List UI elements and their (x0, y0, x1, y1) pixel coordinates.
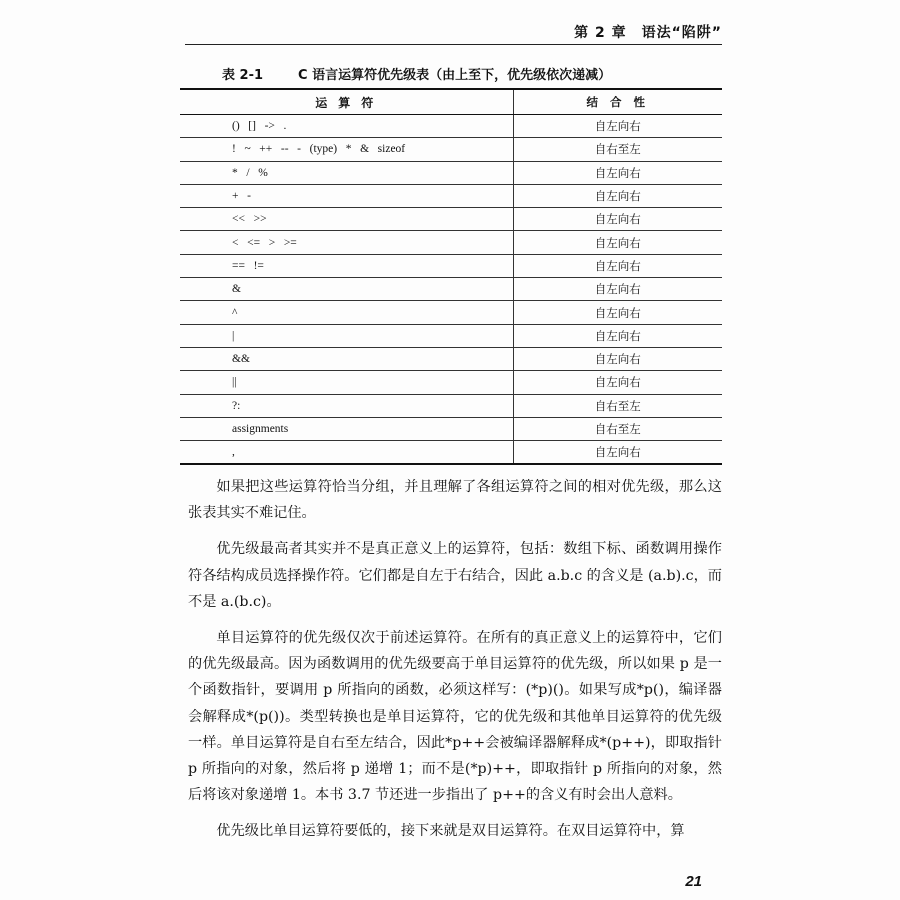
associativity-cell: 自左向右 (513, 371, 722, 394)
operator-cell: == != (180, 254, 513, 277)
table-header-row (180, 89, 722, 115)
table-row (180, 371, 722, 394)
associativity-cell: 自左向右 (513, 184, 722, 207)
table-number: 表 2-1 (222, 68, 264, 83)
operator-cell: << >> (180, 208, 513, 231)
table-row (180, 161, 722, 184)
associativity-cell: 自左向右 (513, 231, 722, 254)
associativity-cell: 自左向右 (513, 324, 722, 347)
operator-cell: + - (180, 184, 513, 207)
paragraph-binary-operators: 优先级比单目运算符要低的，接下来就是双目运算符。在双目运算符中，算 (216, 823, 685, 840)
table-row (180, 324, 722, 347)
table-row (180, 394, 722, 417)
body-text (188, 474, 722, 855)
table-row (180, 441, 722, 465)
associativity-cell: 自右至左 (513, 138, 722, 161)
operator-cell: & (180, 278, 513, 301)
precedence-table (180, 88, 722, 465)
operator-cell: ^ (180, 301, 513, 324)
associativity-cell: 自右至左 (513, 417, 722, 440)
paragraph-grouping: 如果把这些运算符恰当分组，并且理解了各组运算符之间的相对优先级，那么这张表其实不难记住。 (188, 479, 722, 522)
table-row (180, 278, 722, 301)
associativity-cell: 自左向右 (513, 161, 722, 184)
table-row (180, 231, 722, 254)
operator-cell: , (180, 441, 513, 465)
running-head: 第 2 章 语法“陷阱” (574, 25, 722, 41)
table-row (180, 138, 722, 161)
operator-cell: * / % (180, 161, 513, 184)
page-number: 21 (685, 873, 702, 890)
associativity-cell: 自左向右 (513, 347, 722, 370)
header-rule (185, 44, 722, 45)
paragraph-unary-operators: 单目运算符的优先级仅次于前述运算符。在所有的真正意义上的运算符中，它们的优先级最高。因为函数调用的优先级要高于单目运算符的优先级，所以如果 p 是一个函数指针，要调用 p 所指向的函数，必须这样写：(*p)()。如果写成*p()，编译器会解释成*(p())。类型转换也是单目运算符，它的优先级和其他单目运算符的优先级一样。单目运算符是自右至左结合，因此*p++会被编译器解释成*(p++)，即取指针 p 所指向的对象，然后将 p 递增 1；而不是(*p)++，即取指针 p 所指向的对象，然后将该对象递增 1。本书 3.7 节还进一步指出了 p++的含义有时会出人意料。 (188, 630, 722, 804)
table-row (180, 417, 722, 440)
operator-cell: ! ~ ++ -- - (type) * & sizeof (180, 138, 513, 161)
operator-cell: () [] -> . (180, 115, 513, 138)
associativity-cell: 自左向右 (513, 278, 722, 301)
table-row (180, 115, 722, 138)
operator-cell: | (180, 324, 513, 347)
operator-cell: || (180, 371, 513, 394)
table-caption (222, 64, 611, 83)
column-header-associativity: 结 合 性 (513, 89, 722, 115)
column-header-operator: 运 算 符 (180, 89, 513, 115)
associativity-cell: 自左向右 (513, 208, 722, 231)
table-row (180, 301, 722, 324)
operator-cell: assignments (180, 417, 513, 440)
associativity-cell: 自左向右 (513, 115, 722, 138)
associativity-cell: 自右至左 (513, 394, 722, 417)
operator-cell: && (180, 347, 513, 370)
operator-cell: < <= > >= (180, 231, 513, 254)
associativity-cell: 自左向右 (513, 254, 722, 277)
associativity-cell: 自左向右 (513, 301, 722, 324)
table-title: C 语言运算符优先级表（由上至下，优先级依次递减） (298, 68, 612, 83)
table-row (180, 184, 722, 207)
table-row (180, 254, 722, 277)
paragraph-highest-precedence: 优先级最高者其实并不是真正意义上的运算符，包括：数组下标、函数调用操作符各结构成员选择操作符。它们都是自左于右结合，因此 a.b.c 的含义是 (a.b).c，而不是 a.(b.c)。 (188, 541, 722, 610)
operator-cell: ?: (180, 394, 513, 417)
table-row (180, 208, 722, 231)
associativity-cell: 自左向右 (513, 441, 722, 465)
table-row (180, 347, 722, 370)
